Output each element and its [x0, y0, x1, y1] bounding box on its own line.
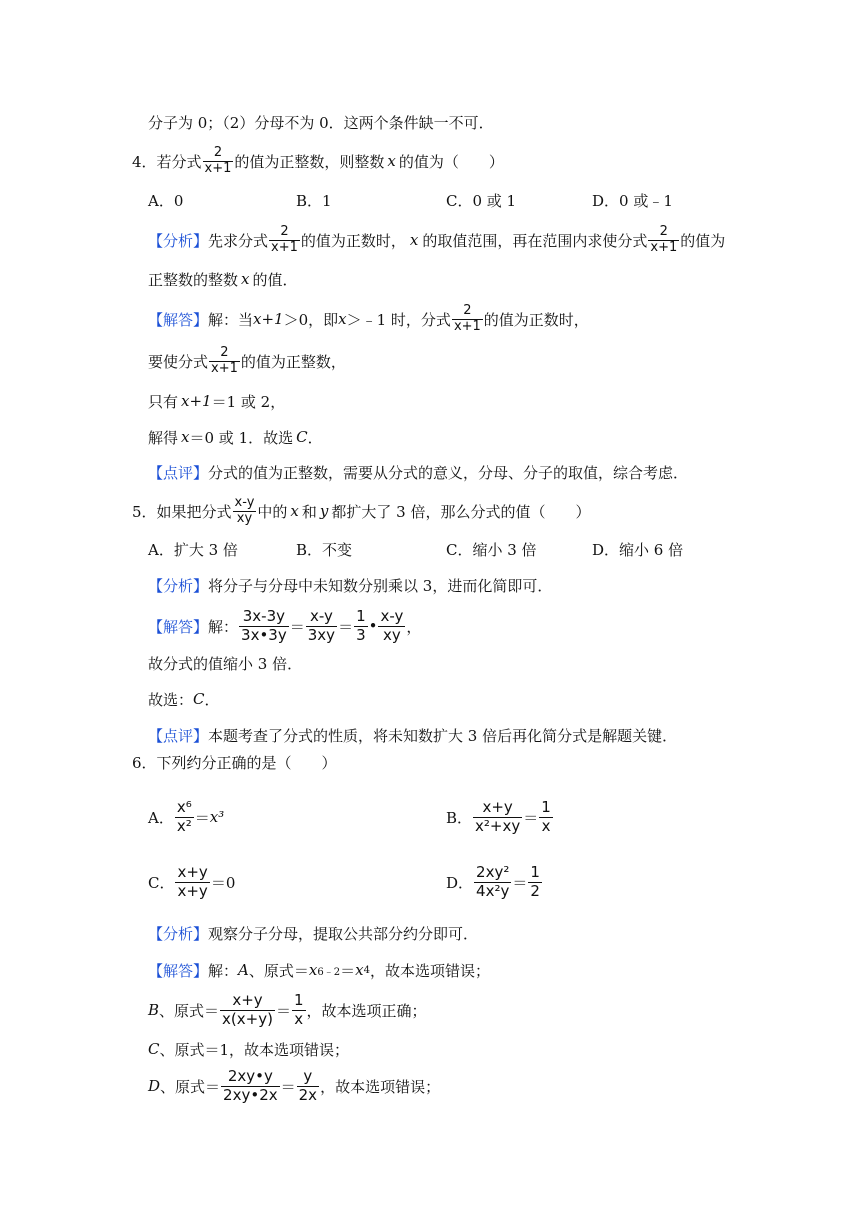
q4-analysis-line2 [148, 261, 860, 297]
text: 的值为正整数， [240, 352, 346, 371]
label: B． [446, 808, 473, 827]
option-b[interactable]: B． $\frac{x+y}{\text{x²+xy}}$ ＝ $\frac{1}{x}$ [446, 798, 551, 835]
fraction: $\frac{1}{2}$ [530, 863, 540, 900]
rhs: ＝0 [210, 873, 236, 892]
q5-solution-line1: 【解答】 解： $\frac{3x-3y}{3x•3y}$ ＝ $\frac{x-y}{3xy}$ ＝ $\frac{1}{3}$ • $\frac{x-y}{xy}$ ， [148, 607, 422, 644]
option-d[interactable]: D．0 或﹣1 [592, 191, 673, 210]
text: 都扩大了 3 倍，那么分式的值（ ） [331, 502, 591, 521]
text: ＝0 或 1．故选 [189, 428, 294, 447]
text: 本题考查了分式的性质，将未知数扩大 3 倍后再化简分式是解题关键． [208, 726, 678, 745]
option-c[interactable]: C．缩小 3 倍 [446, 540, 537, 559]
fraction: $\frac{2xy•y}{2xy•2x}$ [223, 1067, 278, 1104]
option-ref: A [238, 961, 249, 979]
text: 的值． [252, 270, 298, 289]
var: x [290, 502, 299, 520]
text: ＝1 或 2， [211, 392, 286, 411]
text: ． [204, 690, 220, 709]
text: 和 [301, 502, 317, 521]
var: x [241, 270, 250, 288]
fraction: $\frac{2}{x+1}$ [453, 302, 481, 334]
analysis-tag: 【分析】 [148, 924, 209, 943]
text: 解：当 [208, 310, 254, 329]
var: y [319, 502, 329, 520]
text: ＞0，即 [283, 310, 339, 329]
fraction: $\frac{y}{2x}$ [298, 1067, 318, 1104]
analysis-tag: 【分析】 [148, 231, 209, 250]
q4-solution-line3 [148, 383, 860, 419]
option-a[interactable]: A．扩大 3 倍 [148, 540, 238, 559]
question-5-stem [132, 493, 860, 529]
answer: C [193, 690, 205, 708]
label: A． [148, 808, 174, 827]
comment-tag: 【点评】 [148, 463, 209, 482]
fraction: $\frac{3x-3y}{3x•3y}$ [241, 607, 287, 644]
text: 观察分子分母，提取公共部分约分即可． [208, 924, 479, 943]
option-a[interactable]: A． $\frac{\text{x⁶}}{\text{x²}}$ ＝ x³ [148, 798, 225, 835]
q4-solution-line1 [148, 301, 860, 337]
text: 、原式＝1，故本选项错误； [159, 1040, 350, 1059]
fraction: $\frac{\text{x⁶}}{\text{x²}}$ [176, 798, 192, 835]
text: 的值为 [680, 231, 726, 250]
label: C． [148, 873, 175, 892]
option-c[interactable] [148, 864, 235, 900]
question-5-options [0, 531, 860, 567]
q5-solution-line3 [148, 681, 860, 717]
text: 5．如果把分式 [132, 502, 232, 521]
question-4-stem [132, 143, 860, 179]
option-a[interactable]: A．0 [148, 191, 184, 210]
text: 、原式＝ [160, 1077, 221, 1096]
text: ． [307, 428, 323, 447]
question-6-stem [132, 744, 860, 780]
option-ref: D [148, 1077, 161, 1095]
text: 的值为（ ） [398, 152, 504, 171]
var: x [409, 231, 419, 249]
fraction: $\frac{1}{x}$ [541, 798, 551, 835]
fraction: $\frac{x-y}{3xy}$ [307, 607, 336, 644]
question-6-options-row2 [0, 857, 860, 907]
fraction: $\frac{x-y}{xy}$ [234, 494, 255, 526]
exponent: 6﹣2 [317, 966, 341, 978]
label: D． [446, 873, 474, 892]
expr: x+1 [181, 392, 212, 410]
text: ，故本选项正确； [306, 1001, 427, 1020]
q4-comment [148, 454, 860, 490]
fraction: $\frac{2}{x+1}$ [204, 144, 232, 176]
text: ＞﹣1 时，分式 [346, 310, 451, 329]
option-ref: C [148, 1040, 160, 1058]
text: ，故本选项错误； [369, 961, 490, 980]
solution-tag: 【解答】 [148, 617, 209, 636]
text: 6．下列约分正确的是（ ） [132, 753, 337, 772]
q6-analysis [148, 915, 860, 951]
var: x [338, 310, 347, 328]
text: 先求分式 [208, 231, 269, 250]
fraction: $\frac{x+y}{\text{x²+xy}}$ [475, 798, 521, 835]
fraction: $\frac{2}{x+1}$ [271, 223, 298, 255]
text: 要使分式 [148, 352, 209, 371]
comment-tag: 【点评】 [148, 726, 209, 745]
text-line [148, 104, 860, 140]
expr: x+1 [253, 310, 284, 328]
q6-solution-b: B 、原式＝ $\frac{x+y}{x(x+y)}$ ＝ $\frac{1}{x}$ ，故本选项正确； [148, 991, 427, 1028]
text: 解得 [148, 428, 179, 447]
analysis-tag: 【分析】 [148, 576, 209, 595]
text: 的取值范围，再在范围内求使分式 [422, 231, 648, 250]
q6-solution-d: D 、原式＝ $\frac{2xy•y}{2xy•2x}$ ＝ $\frac{y}{2x}$ ，故本选项错误； [148, 1067, 441, 1104]
var: x [355, 961, 364, 979]
option-b[interactable]: B．不变 [296, 540, 353, 559]
question-4-options [0, 182, 860, 218]
option-ref: B [148, 1001, 160, 1019]
var: x [387, 152, 396, 170]
q5-solution-line2 [148, 645, 860, 681]
fraction: $\frac{1}{3}$ [356, 607, 366, 644]
text: 、原式＝ [248, 961, 309, 980]
text: 故选： [148, 690, 194, 709]
fraction: $\frac{x+y}{x+y}$ [177, 863, 208, 900]
exponent: 4 [363, 964, 370, 976]
answer: C [296, 428, 308, 446]
q6-solution-c [148, 1031, 860, 1067]
solution-tag: 【解答】 [148, 310, 209, 329]
q4-solution-line4 [148, 419, 860, 455]
var: x [308, 961, 318, 979]
q6-solution-a [148, 952, 860, 988]
text: ＝ [340, 961, 356, 980]
rhs: x³ [209, 808, 225, 826]
fraction: $\frac{2}{x+1}$ [650, 223, 678, 255]
fraction: $\frac{x-y}{xy}$ [380, 607, 404, 644]
question-6-options-row1 [0, 792, 860, 842]
option-c[interactable]: C．0 或 1 [446, 191, 517, 210]
option-d[interactable]: D．缩小 6 倍 [592, 540, 684, 559]
text: 只有 [148, 392, 179, 411]
fraction: $\frac{\text{2xy²}}{\text{4x²y}}$ [476, 863, 510, 900]
text: 分式的值为正整数，需要从分式的意义，分母、分子的取值，综合考虑． [208, 463, 689, 482]
q5-analysis [148, 567, 860, 603]
text: 将分子与分母中未知数分别乘以 3，进而化简即可． [208, 576, 553, 595]
text: 解： [208, 617, 239, 636]
text: 的值为正数时， [483, 310, 589, 329]
q4-analysis-line1 [148, 222, 860, 258]
text: 分子为 0；（2）分母不为 0．这两个条件缺一不可． [148, 113, 494, 132]
option-b[interactable]: B．1 [296, 191, 332, 210]
text: 的值为正整数，则整数 [234, 152, 385, 171]
solution-tag: 【解答】 [148, 961, 209, 980]
text: 4．若分式 [132, 152, 202, 171]
q4-solution-line2 [148, 343, 860, 379]
text: 正整数的整数 [148, 270, 239, 289]
fraction: $\frac{1}{x}$ [293, 991, 304, 1028]
text: 解： [208, 961, 239, 980]
text: 的值为正数时， [300, 231, 406, 250]
text: 中的 [257, 502, 288, 521]
option-d[interactable]: D． $\frac{\text{2xy²}}{\text{4x²y}}$ ＝ $\frac{1}{2}$ [446, 863, 540, 900]
text: 故分式的值缩小 3 倍． [148, 654, 303, 673]
fraction: $\frac{x+y}{x(x+y)}$ [222, 991, 273, 1028]
text: ，故本选项错误； [320, 1077, 441, 1096]
text: 、原式＝ [159, 1001, 220, 1020]
var: x [181, 428, 190, 446]
fraction: $\frac{2}{x+1}$ [211, 344, 238, 376]
